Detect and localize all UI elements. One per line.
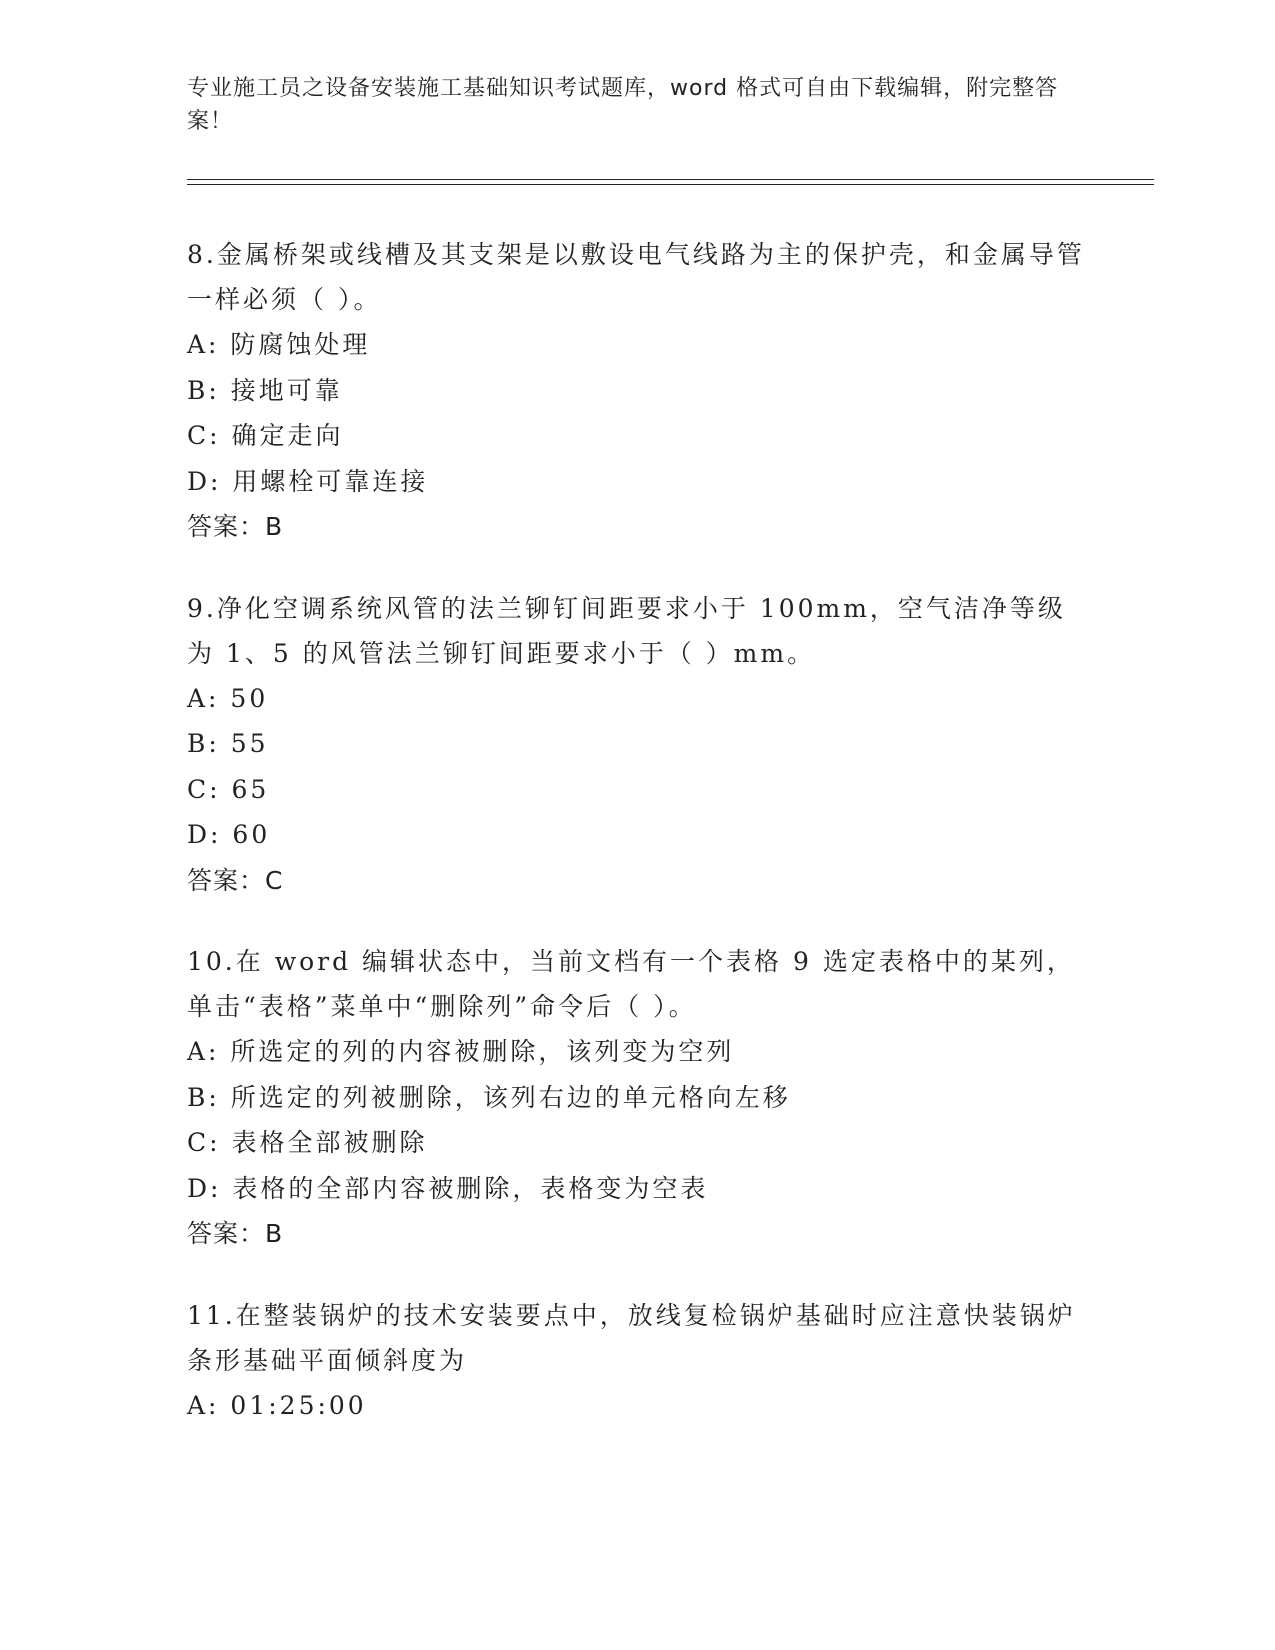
option-list xyxy=(187,676,1087,858)
option-a: A: 防腐蚀处理 xyxy=(187,330,371,359)
question-list xyxy=(187,232,1087,1464)
option-b: B: 所选定的列被删除，该列右边的单元格向左移 xyxy=(187,1082,791,1112)
document-intro: 专业施工员之设备安装施工基础知识考试题库，word 格式可自由下载编辑，附完整答案！ xyxy=(187,76,1059,134)
option-c: C: 65 xyxy=(187,774,270,804)
question-11 xyxy=(187,1293,1087,1429)
option-d: D: 用螺栓可靠连接 xyxy=(187,466,429,496)
option-list xyxy=(187,1383,1087,1429)
answer-line: 答案：B xyxy=(187,1219,284,1248)
header-rule-bottom xyxy=(187,184,1154,185)
header-rule-top xyxy=(187,179,1154,180)
question-10 xyxy=(187,939,1087,1257)
option-b: B: 55 xyxy=(187,729,269,758)
option-a: A: 所选定的列的内容被删除，该列变为空列 xyxy=(187,1037,735,1066)
option-c: C: 确定走向 xyxy=(187,421,344,450)
answer-line: 答案：C xyxy=(187,865,284,895)
question-stem: 11.在整装锅炉的技术安装要点中，放线复检锅炉基础时应注意快装锅炉条形基础平面倾斜度为 xyxy=(187,1300,1076,1375)
question-stem: 8.金属桥架或线槽及其支架是以敷设电气线路为主的保护壳，和金属导管一样必须（ ）。 xyxy=(187,240,1085,314)
question-stem: 9.净化空调系统风管的法兰铆钉间距要求小于 100mm，空气洁净等级为 1、5 的风管法兰铆钉间距要求小于（ ）mm。 xyxy=(187,593,1066,668)
option-d: D: 60 xyxy=(187,820,271,849)
question-9 xyxy=(187,586,1087,904)
option-a: A: 01:25:00 xyxy=(187,1390,367,1420)
question-8 xyxy=(187,232,1087,550)
option-b: B: 接地可靠 xyxy=(187,375,343,405)
answer-line: 答案：B xyxy=(187,512,284,541)
option-list xyxy=(187,322,1087,504)
option-list xyxy=(187,1029,1087,1211)
option-d: D: 表格的全部内容被删除，表格变为空表 xyxy=(187,1173,709,1203)
option-c: C: 表格全部被删除 xyxy=(187,1128,428,1157)
question-stem: 10.在 word 编辑状态中，当前文档有一个表格 9 选定表格中的某列，单击“表格”菜单中“删除列”命令后（ ）。 xyxy=(187,947,1075,1021)
option-a: A: 50 xyxy=(187,683,269,713)
